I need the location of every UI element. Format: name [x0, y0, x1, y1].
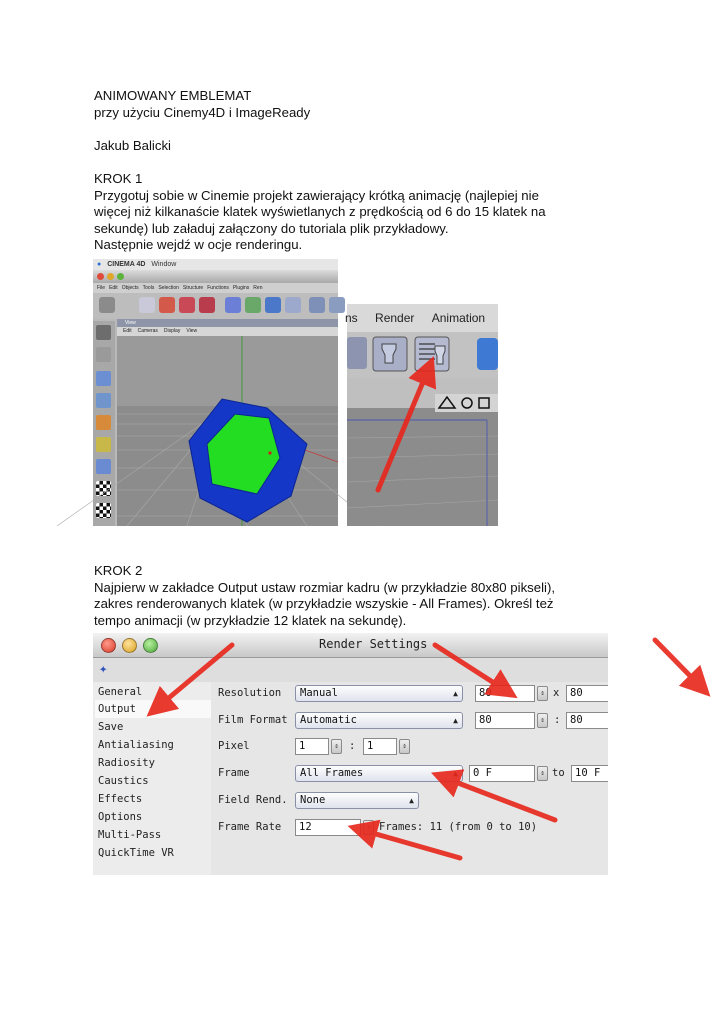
coord-icon: [285, 297, 301, 313]
frame-rate-label: Frame Rate: [218, 821, 282, 833]
c4d-left-toolbar: [93, 321, 115, 526]
close-icon[interactable]: [101, 638, 116, 653]
step2-heading: KROK 2: [94, 563, 143, 578]
resolution-separator: x: [553, 687, 560, 699]
frames-note: Frames: 11 (from 0 to 10): [379, 821, 538, 833]
render-settings-nav: [93, 682, 211, 875]
nav-item-antialiasing[interactable]: Antialiasing: [98, 739, 174, 751]
screenshot-top-gap: [347, 282, 498, 304]
menu-item: Plugins: [232, 285, 250, 291]
film-format-popup[interactable]: Automatic ▲: [295, 712, 463, 729]
pixel-separator: :: [349, 740, 356, 752]
pixel-label: Pixel: [218, 740, 250, 752]
c4d-menu: [93, 283, 338, 293]
menu-item: Ren: [253, 285, 263, 291]
film-format-a-field[interactable]: 80: [475, 712, 535, 729]
frame-label: Frame: [218, 767, 250, 779]
mac-menubar: [93, 259, 338, 270]
move-icon: [159, 297, 175, 313]
cube-icon: [477, 338, 498, 370]
frame-rate-stepper[interactable]: ⇕: [363, 820, 374, 835]
updown-icon: ▲: [453, 689, 458, 698]
film-format-b-field[interactable]: 80: [566, 712, 608, 729]
points-icon: [96, 347, 111, 362]
c4d-toolbar: [93, 293, 338, 319]
nav-item-options[interactable]: Options: [98, 811, 143, 823]
c4d-menubar-zoom: [347, 304, 498, 332]
output-settings-panel: [211, 682, 608, 875]
frame-from-field[interactable]: 0 F: [469, 765, 535, 782]
select-icon: [139, 297, 155, 313]
cinema4d-screenshot: [93, 259, 338, 526]
render-active-icon: [347, 337, 367, 369]
arrow-resolution-height: [655, 640, 700, 686]
resolution-height-field[interactable]: 80: [566, 685, 608, 702]
render-settings-title: Render Settings: [319, 637, 428, 651]
render-toolbar-icons: [347, 332, 498, 378]
resolution-label: Resolution: [218, 687, 282, 699]
document-subtitle: przy użyciu Cinemy4D i ImageReady: [94, 104, 311, 120]
render-settings-titlebar: [93, 633, 608, 658]
nav-item-effects[interactable]: Effects: [98, 793, 143, 805]
apple-icon: ●: [97, 261, 102, 268]
frame-to-label: to: [552, 767, 565, 779]
viewport-scene: [117, 336, 338, 526]
viewport-window: [117, 319, 338, 526]
nav-item-radiosity[interactable]: Radiosity: [98, 757, 155, 769]
app-menu-window: Window: [151, 261, 177, 268]
render-view-icon: [309, 297, 325, 313]
nav-item-save[interactable]: Save: [98, 721, 124, 733]
zoom-icon: [117, 273, 124, 280]
menu-item: Edit: [109, 285, 118, 291]
square-icon: [479, 398, 489, 408]
pixel-a-stepper[interactable]: ⇕: [331, 739, 342, 754]
app-name: CINEMA 4D: [107, 261, 146, 268]
menu-item: Functions: [207, 285, 229, 291]
refresh-icon: [462, 398, 472, 408]
texture-icon: [96, 415, 111, 430]
view-icon: [96, 325, 111, 340]
pixel-a-field[interactable]: 1: [295, 738, 329, 755]
pivot-dot: [268, 451, 271, 454]
tweak-icon: [96, 459, 111, 474]
resolution-width-field[interactable]: 80: [475, 685, 535, 702]
close-icon: [97, 273, 104, 280]
edges-icon: [96, 371, 111, 386]
menu-item: Tools: [142, 285, 155, 291]
undo-icon: [99, 297, 115, 313]
pin-icon[interactable]: ✦: [99, 661, 108, 677]
frame-to-field[interactable]: 10 F: [571, 765, 608, 782]
document-author: Jakub Balicki: [94, 137, 171, 153]
step2-block: [94, 563, 555, 629]
frame-rate-field[interactable]: 12: [295, 819, 361, 836]
film-format-stepper[interactable]: ⇕: [537, 713, 548, 728]
triangle-icon: [439, 397, 455, 408]
field-rend-label: Field Rend.: [218, 794, 288, 806]
updown-icon: ▲: [453, 716, 458, 725]
polygons-icon: [96, 393, 111, 408]
viewport-title: View: [117, 319, 338, 327]
axis-icon: [96, 437, 111, 452]
step1-text: Przygotuj sobie w Cinemie projekt zawierający krótką animację (najlepiej nie więcej niż kilkanaście klatek wyświetlanych z prędkością od 6 do 15 klatek na sekundę) lub załaduj załączony do tutoriala plik przykładowy. Następnie wejdź w ocje renderingu.: [94, 187, 546, 253]
film-format-separator: :: [554, 714, 561, 726]
menu-item-animation: Animation: [431, 311, 486, 325]
view-menu-item: Display: [163, 328, 181, 334]
menu-item: File: [97, 285, 106, 291]
document-header: [94, 88, 546, 254]
frame-popup[interactable]: All Frames ▲: [295, 765, 463, 782]
y-axis-icon: [245, 297, 261, 313]
nav-item-quicktime-vr[interactable]: QuickTime VR: [98, 847, 174, 859]
field-rend-popup[interactable]: None ▲: [295, 792, 419, 809]
updown-icon: ▲: [453, 769, 458, 778]
menu-item: Selection: [158, 285, 179, 291]
viewport-menu: [117, 327, 338, 336]
menu-item: Objects: [121, 285, 139, 291]
document-title: ANIMOWANY EMBLEMAT: [94, 88, 252, 103]
nav-item-caustics[interactable]: Caustics: [98, 775, 149, 787]
z-axis-icon: [265, 297, 281, 313]
viewport-mini-toolbar: [435, 394, 498, 412]
render-settings-window: [93, 633, 608, 875]
frame-from-stepper[interactable]: ⇕: [537, 766, 548, 781]
nav-item-output[interactable]: Output: [98, 703, 136, 715]
view-menu-item: Edit: [123, 328, 132, 334]
scale-icon: [179, 297, 195, 313]
pixel-b-stepper[interactable]: ⇕: [399, 739, 410, 754]
resolution-popup[interactable]: Manual ▲: [295, 685, 463, 702]
rotate-icon: [199, 297, 215, 313]
nav-item-multi-pass[interactable]: Multi-Pass: [98, 829, 162, 841]
checker-icon: [96, 481, 111, 496]
resolution-width-stepper[interactable]: ⇕: [537, 686, 548, 701]
pixel-b-field[interactable]: 1: [363, 738, 397, 755]
menu-item-render: Render: [375, 311, 415, 325]
minimize-icon[interactable]: [122, 638, 137, 653]
menu-item: Structure: [182, 285, 204, 291]
checker-icon: [96, 503, 111, 518]
minimize-icon: [107, 273, 114, 280]
view-menu-item: View: [186, 328, 198, 334]
mini-toolbar-icons: [435, 394, 498, 412]
view-menu-item: Cameras: [137, 328, 158, 334]
c4d-titlebar: [93, 270, 338, 283]
step1-heading: KROK 1: [94, 170, 143, 186]
updown-icon: ▲: [409, 796, 414, 805]
step2-text: Najpierw w zakładce Output ustaw rozmiar kadru (w przykładzie 80x80 pikseli), zakres renderowanych klatek (w przykładzie wszyskie - All Frames). Określ też tempo animacji (w przykładzie 12 klatek na sekundę).: [94, 579, 556, 628]
menu-item-partial: ns: [345, 311, 358, 325]
nav-item-general[interactable]: General: [98, 686, 143, 698]
render-settings-iconbar: [93, 658, 608, 682]
3d-viewport: [117, 336, 338, 526]
zoom-icon[interactable]: [143, 638, 158, 653]
x-axis-icon: [225, 297, 241, 313]
render-settings-icon: [329, 297, 345, 313]
render-toolbar: [347, 332, 498, 378]
render-menu-screenshot: [347, 282, 498, 526]
film-format-label: Film Format: [218, 714, 288, 726]
